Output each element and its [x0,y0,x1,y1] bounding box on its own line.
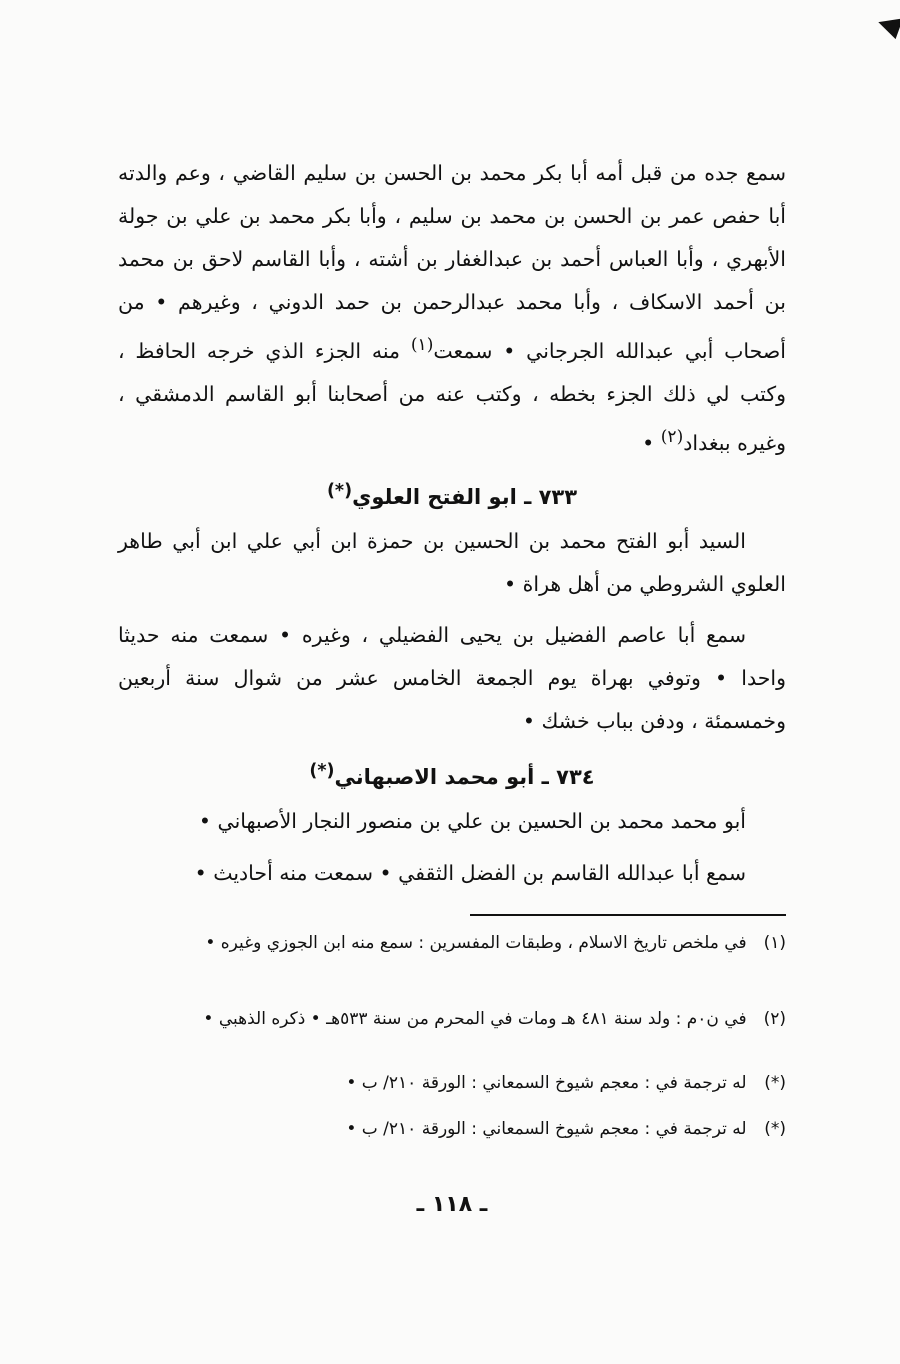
footnote-marker: (*) [764,1119,786,1139]
heading-footnote-mark: (*) [326,481,353,501]
footnote-1 [140,928,786,958]
page-number: ـ ١١٨ ـ [416,1192,488,1217]
heading-text: ٧٣٣ ـ ابو الفتح العلوي [352,485,578,509]
footnote-divider [470,914,786,916]
heading-text: ٧٣٤ ـ أبو محمد الاصبهاني [334,765,595,789]
heading-footnote-mark: (*) [309,761,335,781]
footnote-text: في ن٠م : ولد سنة ٤٨١ هـ ومات في المحرم من سنة ٥٣٣هـ • ذكره الذهبي • [203,1009,747,1029]
footnote-text: له ترجمة في : معجم شيوخ السمعاني : الورقة ٢١٠/ ب • [346,1119,747,1139]
footnote-star-2 [140,1114,786,1144]
footnote-text: له ترجمة في : معجم شيوخ السمعاني : الورقة ٢١٠/ ب • [346,1073,747,1093]
footnote-marker: (١) [763,933,786,953]
paragraph-biography-732 [118,152,786,465]
footnote-2 [140,1004,786,1034]
footnote-star-1 [140,1068,786,1098]
corner-mark [875,11,900,39]
entry-heading-733 [118,476,786,512]
footnote-text: في ملخص تاريخ الاسلام ، وطبقات المفسرين : سمع منه ابن الجوزي وغيره • [205,933,747,953]
footnote-ref-2: (٢) [660,426,684,447]
footnote-marker: (٢) [763,1009,786,1029]
paragraph-text-cont: منه الجزء الذي خرجه الحافظ ، وكتب لي ذلك الجزء بخطه ، وكتب عنه من أصحابنا أبو القاسم الدمشقي ، وغيره ببغداد [118,338,786,455]
paragraph-text: سمع جده من قبل أمه أبا بكر محمد بن الحسن بن سليم القاضي ، وعم والدته أبا حفص عمر بن الحسن بن محمد بن سليم ، وأبا بكر محمد بن علي بن جولة الأبهري ، وأبا العباس أحمد بن عبدالغفار بن أشته ، وأبا القاسم لاحق بن محمد بن أحمد الاسكاف ، وأبا محمد عبدالرحمن بن حمد الدوني ، وغيرهم • من أصحاب أبي عبدالله الجرجاني • سمعت [118,161,786,363]
paragraph-entry-734-bio: سمع أبا عبدالله القاسم بن الفضل الثقفي • سمعت منه أحاديث • [194,861,746,885]
footnote-marker: (*) [764,1073,786,1093]
entry-heading-734 [118,756,786,792]
paragraph-end: • [642,430,661,455]
paragraph-entry-733-bio: سمع أبا عاصم الفضيل بن يحيى الفضيلي ، وغيره • سمعت منه حديثا واحدا • وتوفي بهراة يوم الجمعة الخامس عشر من شوال سنة أربعين وخمسمئة ، ودفن بباب خشك • [118,623,786,733]
footnote-ref-1: (١) [410,335,434,355]
paragraph-entry-734-name: أبو محمد محمد بن الحسين بن علي بن منصور النجار الأصبهاني • [198,809,746,833]
paragraph-entry-733-name: السيد أبو الفتح محمد بن الحسين بن حمزة ابن أبي علي ابن أبي طاهر العلوي الشروطي من أهل هراة • [118,529,786,596]
